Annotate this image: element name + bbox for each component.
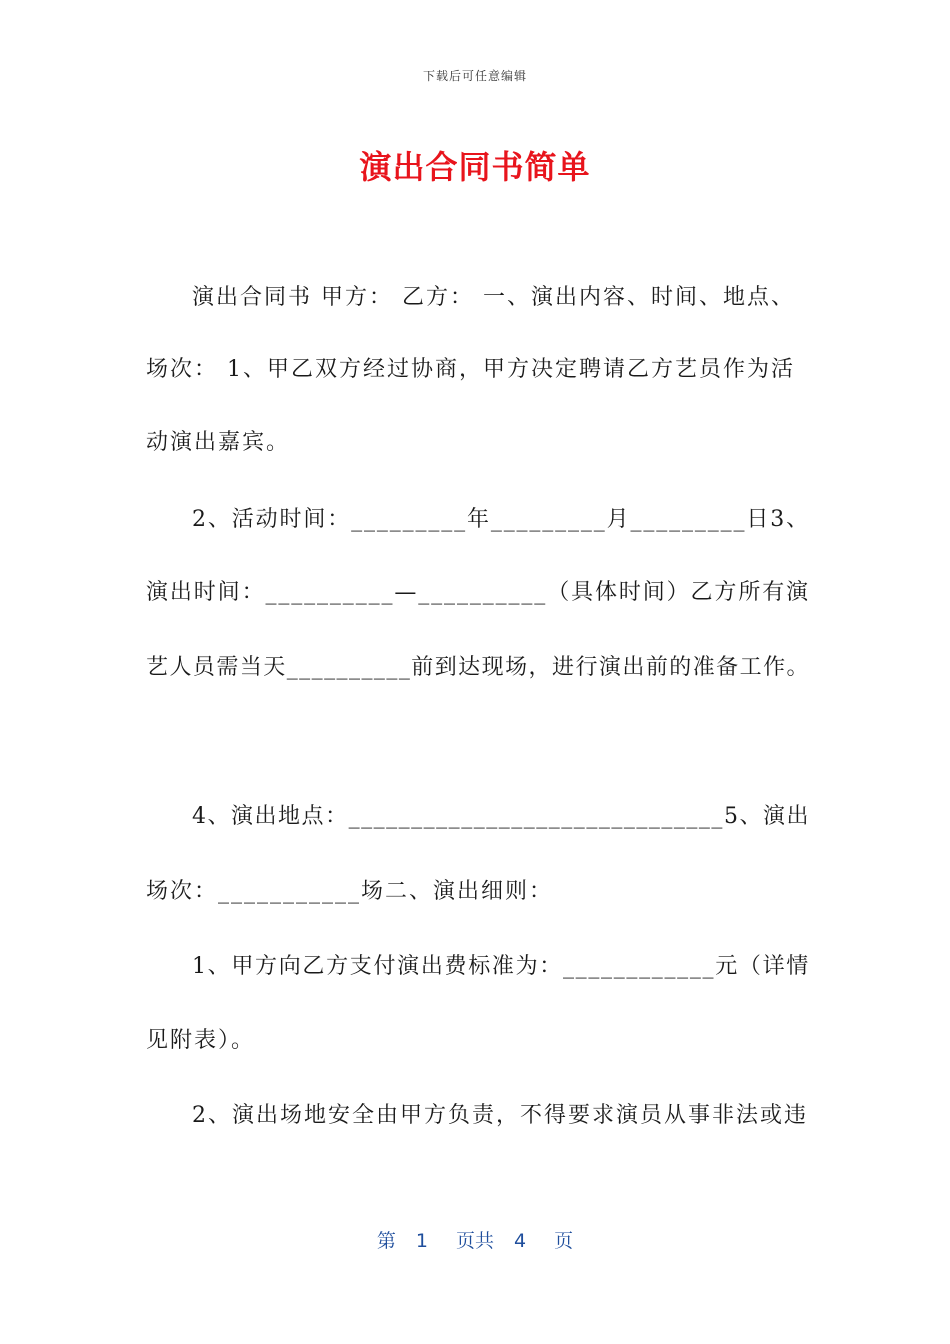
footer-page-prefix: 第	[376, 1230, 396, 1252]
footer-page-total: 4	[514, 1230, 527, 1252]
body-line-7: 4、演出地点：______________________________5、演出	[192, 804, 810, 829]
footer-page-number: 1	[415, 1230, 428, 1252]
body-line-1: 演出合同书 甲方： 乙方： 一、演出内容、时间、地点、	[192, 285, 795, 310]
body-line-6: 艺人员需当天__________前到达现场，进行演出前的准备工作。	[146, 655, 811, 680]
header-note: 下载后可任意编辑	[422, 69, 527, 83]
body-line-11: 2、演出场地安全由甲方负责，不得要求演员从事非法或违	[192, 1103, 808, 1128]
body-line-5: 演出时间：__________—__________（具体时间）乙方所有演	[146, 580, 811, 605]
body-line-4: 2、活动时间：_________年_________月_________日3、	[192, 507, 810, 532]
body-line-2: 场次： 1、甲乙双方经过协商，甲方决定聘请乙方艺员作为活	[146, 357, 795, 382]
document-title: 演出合同书简单	[359, 148, 591, 186]
body-line-10: 见附表）。	[146, 1028, 256, 1053]
body-line-3: 动演出嘉宾。	[146, 430, 291, 455]
body-line-8: 场次：___________场二、演出细则：	[146, 879, 554, 904]
footer-page-middle: 页共	[455, 1230, 494, 1252]
body-line-9: 1、甲方向乙方支付演出费标准为：____________元（详情	[192, 954, 810, 979]
page-footer	[0, 1226, 950, 1253]
footer-page-suffix: 页	[554, 1230, 574, 1252]
